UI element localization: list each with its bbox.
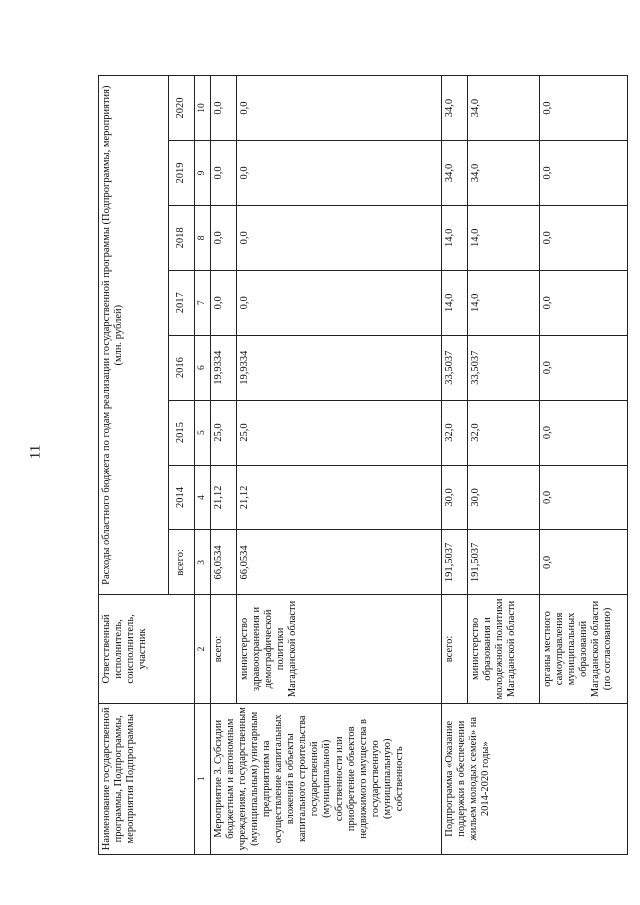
value-cell: 0,0 xyxy=(539,76,627,141)
year-2017: 2017 xyxy=(169,270,195,335)
header-expenses: Расходы областного бюджета по годам реализации государственной программы (Подпрограммы, мероприятия) (млн. рублей) xyxy=(99,76,169,595)
table-row xyxy=(441,76,467,855)
executor-cell: всего: xyxy=(210,595,236,703)
value-cell: 34,0 xyxy=(441,141,467,206)
value-cell: 25,0 xyxy=(210,400,236,465)
year-2014: 2014 xyxy=(169,465,195,530)
index-cell: 10 xyxy=(195,76,211,141)
index-cell: 1 xyxy=(195,703,211,854)
index-cell: 2 xyxy=(195,595,211,703)
year-total: всего: xyxy=(169,530,195,595)
index-cell: 8 xyxy=(195,205,211,270)
index-cell: 4 xyxy=(195,465,211,530)
executor-cell: всего: xyxy=(441,595,467,703)
value-cell: 191,5037 xyxy=(467,530,539,595)
value-cell: 19,9334 xyxy=(210,335,236,400)
value-cell: 0,0 xyxy=(539,141,627,206)
budget-table xyxy=(98,75,628,855)
value-cell: 30,0 xyxy=(467,465,539,530)
value-cell: 25,0 xyxy=(236,400,441,465)
year-2016: 2016 xyxy=(169,335,195,400)
value-cell: 0,0 xyxy=(539,270,627,335)
year-2018: 2018 xyxy=(169,205,195,270)
rotated-page xyxy=(98,75,628,855)
value-cell: 32,0 xyxy=(441,400,467,465)
value-cell: 0,0 xyxy=(539,400,627,465)
value-cell: 0,0 xyxy=(539,335,627,400)
value-cell: 33,5037 xyxy=(467,335,539,400)
index-cell: 3 xyxy=(195,530,211,595)
value-cell: 19,9334 xyxy=(236,335,441,400)
value-cell: 191,5037 xyxy=(441,530,467,595)
value-cell: 0,0 xyxy=(236,270,441,335)
value-cell: 0,0 xyxy=(236,205,441,270)
value-cell: 0,0 xyxy=(236,76,441,141)
year-2015: 2015 xyxy=(169,400,195,465)
page-number: 11 xyxy=(27,444,44,460)
value-cell: 66,0534 xyxy=(210,530,236,595)
index-cell: 5 xyxy=(195,400,211,465)
value-cell: 66,0534 xyxy=(236,530,441,595)
value-cell: 21,12 xyxy=(210,465,236,530)
value-cell: 0,0 xyxy=(236,141,441,206)
value-cell: 0,0 xyxy=(210,205,236,270)
value-cell: 34,0 xyxy=(467,141,539,206)
index-cell: 7 xyxy=(195,270,211,335)
row-name: Подпрограмма «Оказание поддержки в обеспечении жильем молодых семей» на 2014-2020 годы» xyxy=(441,703,627,854)
header-executor: Ответственный исполнитель, соисполнитель, участник xyxy=(99,595,195,703)
executor-cell: министерство здравоохранения и демографической политики Магаданской области xyxy=(236,595,441,703)
index-cell: 6 xyxy=(195,335,211,400)
value-cell: 30,0 xyxy=(441,465,467,530)
year-2020: 2020 xyxy=(169,76,195,141)
value-cell: 34,0 xyxy=(467,76,539,141)
value-cell: 14,0 xyxy=(467,205,539,270)
year-2019: 2019 xyxy=(169,141,195,206)
value-cell: 0,0 xyxy=(210,270,236,335)
value-cell: 14,0 xyxy=(467,270,539,335)
value-cell: 21,12 xyxy=(236,465,441,530)
value-cell: 14,0 xyxy=(441,270,467,335)
index-cell: 9 xyxy=(195,141,211,206)
value-cell: 0,0 xyxy=(539,530,627,595)
value-cell: 34,0 xyxy=(441,76,467,141)
executor-cell: органы местного самоуправления муниципальных образований Магаданской области (по согласованию) xyxy=(539,595,627,703)
table-row xyxy=(210,76,236,855)
value-cell: 14,0 xyxy=(441,205,467,270)
value-cell: 0,0 xyxy=(539,465,627,530)
value-cell: 33,5037 xyxy=(441,335,467,400)
row-name: Мероприятие 3. Субсидии бюджетным и автономным учреждениям, государственным (муниципальным) унитарным предприятиям на осуществление капитальных вложений в объекты капитального строительства государственной (муниципальной) собственности или приобретение объектов недвижимого имущества в государственную (муниципальную) собственность xyxy=(210,703,441,854)
executor-cell: министерство образования и молодежной политики Магаданской области xyxy=(467,595,539,703)
value-cell: 32,0 xyxy=(467,400,539,465)
header-name: Наименование государственной программы, Подпрограммы, мероприятия Подпрограммы xyxy=(99,703,195,854)
value-cell: 0,0 xyxy=(210,141,236,206)
value-cell: 0,0 xyxy=(210,76,236,141)
value-cell: 0,0 xyxy=(539,205,627,270)
